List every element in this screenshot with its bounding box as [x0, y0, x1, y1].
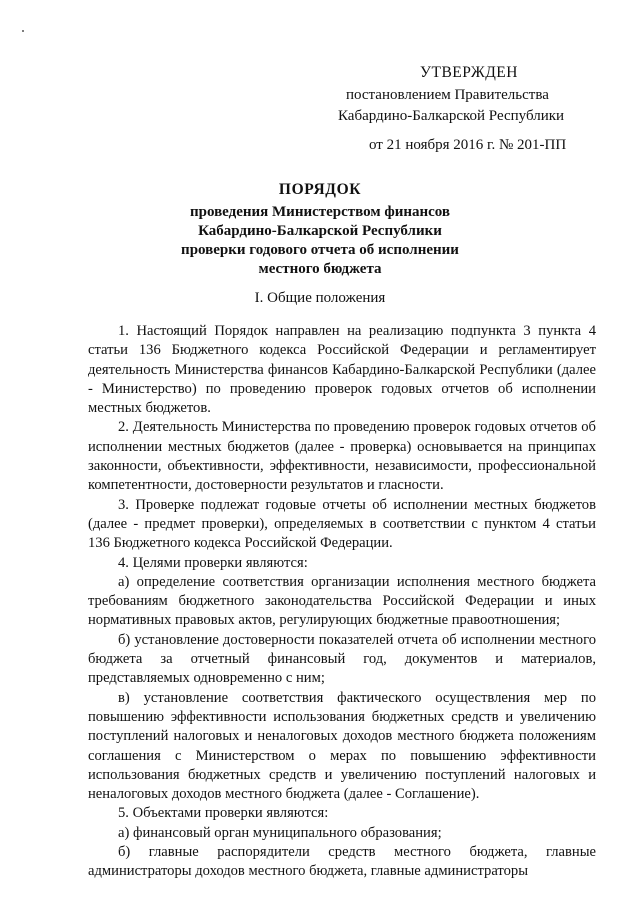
approval-line-3: от 21 ноября 2016 г. № 201-ПП: [369, 137, 567, 153]
scan-speck: [22, 30, 24, 32]
paragraph: 3. Проверке подлежат годовые отчеты об исполнении местных бюджетов (далее - предмет проверки), определяемых в соответствии с пунктом 4 статьи 136 Бюджетного кодекса Российской Федерации.: [88, 496, 596, 552]
paragraph: б) главные распорядители средств местного бюджета, главные администраторы доходов местного бюджета, главные администраторы: [88, 844, 596, 880]
document-title: ПОРЯДОК: [278, 181, 362, 198]
paragraph: а) финансовый орган муниципального образования;: [118, 824, 442, 841]
approval-line-1: постановлением Правительства: [346, 87, 549, 103]
section-heading: I. Общие положения: [254, 290, 386, 306]
document-title-block: [80, 180, 560, 279]
paragraph: б) установление достоверности показателей отчета об исполнении местного бюджета за отчетный финансовый год, документов и материалов, представляемых одновременно с ним;: [88, 631, 596, 687]
approval-title: УТВЕРЖДЕН: [420, 64, 518, 81]
paragraph: 2. Деятельность Министерства по проведению проверок годовых отчетов об исполнении местных бюджетов (далее - проверка) основывается на принципах законности, объективности, эффективности, независимости, профессиональной компетентности, достоверности результатов и гласности.: [88, 419, 596, 494]
paragraph: 1. Настоящий Порядок направлен на реализацию подпункта 3 пункта 4 статьи 136 Бюджетного кодекса Российской Федерации и регламентирует деятельность Министерства финансов Кабардино-Балкарской Республики (далее - Министерство) по проведению проверок годовых отчетов об исполнении местных бюджетов.: [88, 323, 596, 417]
document-subtitle-line-3: проверки годового отчета об исполнении: [181, 242, 459, 258]
paragraph: а) определение соответствия организации исполнения местного бюджета требованиям бюджетного законодательства Российской Федерации и иных нормативных правовых актов, регулирующих бюджетные правоотношения;: [88, 573, 596, 629]
document-subtitle-line-2: Кабардино-Балкарской Республики: [198, 223, 442, 239]
paragraph: 4. Целями проверки являются:: [118, 554, 308, 571]
approval-stamp-block: [338, 62, 608, 156]
document-subtitle-line-1: проведения Министерством финансов: [189, 204, 451, 220]
paragraph: 5. Объектами проверки являются:: [118, 805, 329, 822]
paragraph: в) установление соответствия фактического осуществления мер по повышению эффективности использования бюджетных средств и увеличению поступлений налоговых и неналоговых доходов местного бюджета положениям соглашения с Министерством о мерах по повышению эффективности использования бюджетных средств и увеличению поступлений налоговых и неналоговых доходов местного бюджета (далее - Соглашение).: [88, 689, 596, 803]
approval-line-2: Кабардино-Балкарской Республики: [338, 108, 565, 124]
document-body: [88, 322, 596, 882]
document-subtitle-line-4: местного бюджета: [258, 261, 382, 277]
